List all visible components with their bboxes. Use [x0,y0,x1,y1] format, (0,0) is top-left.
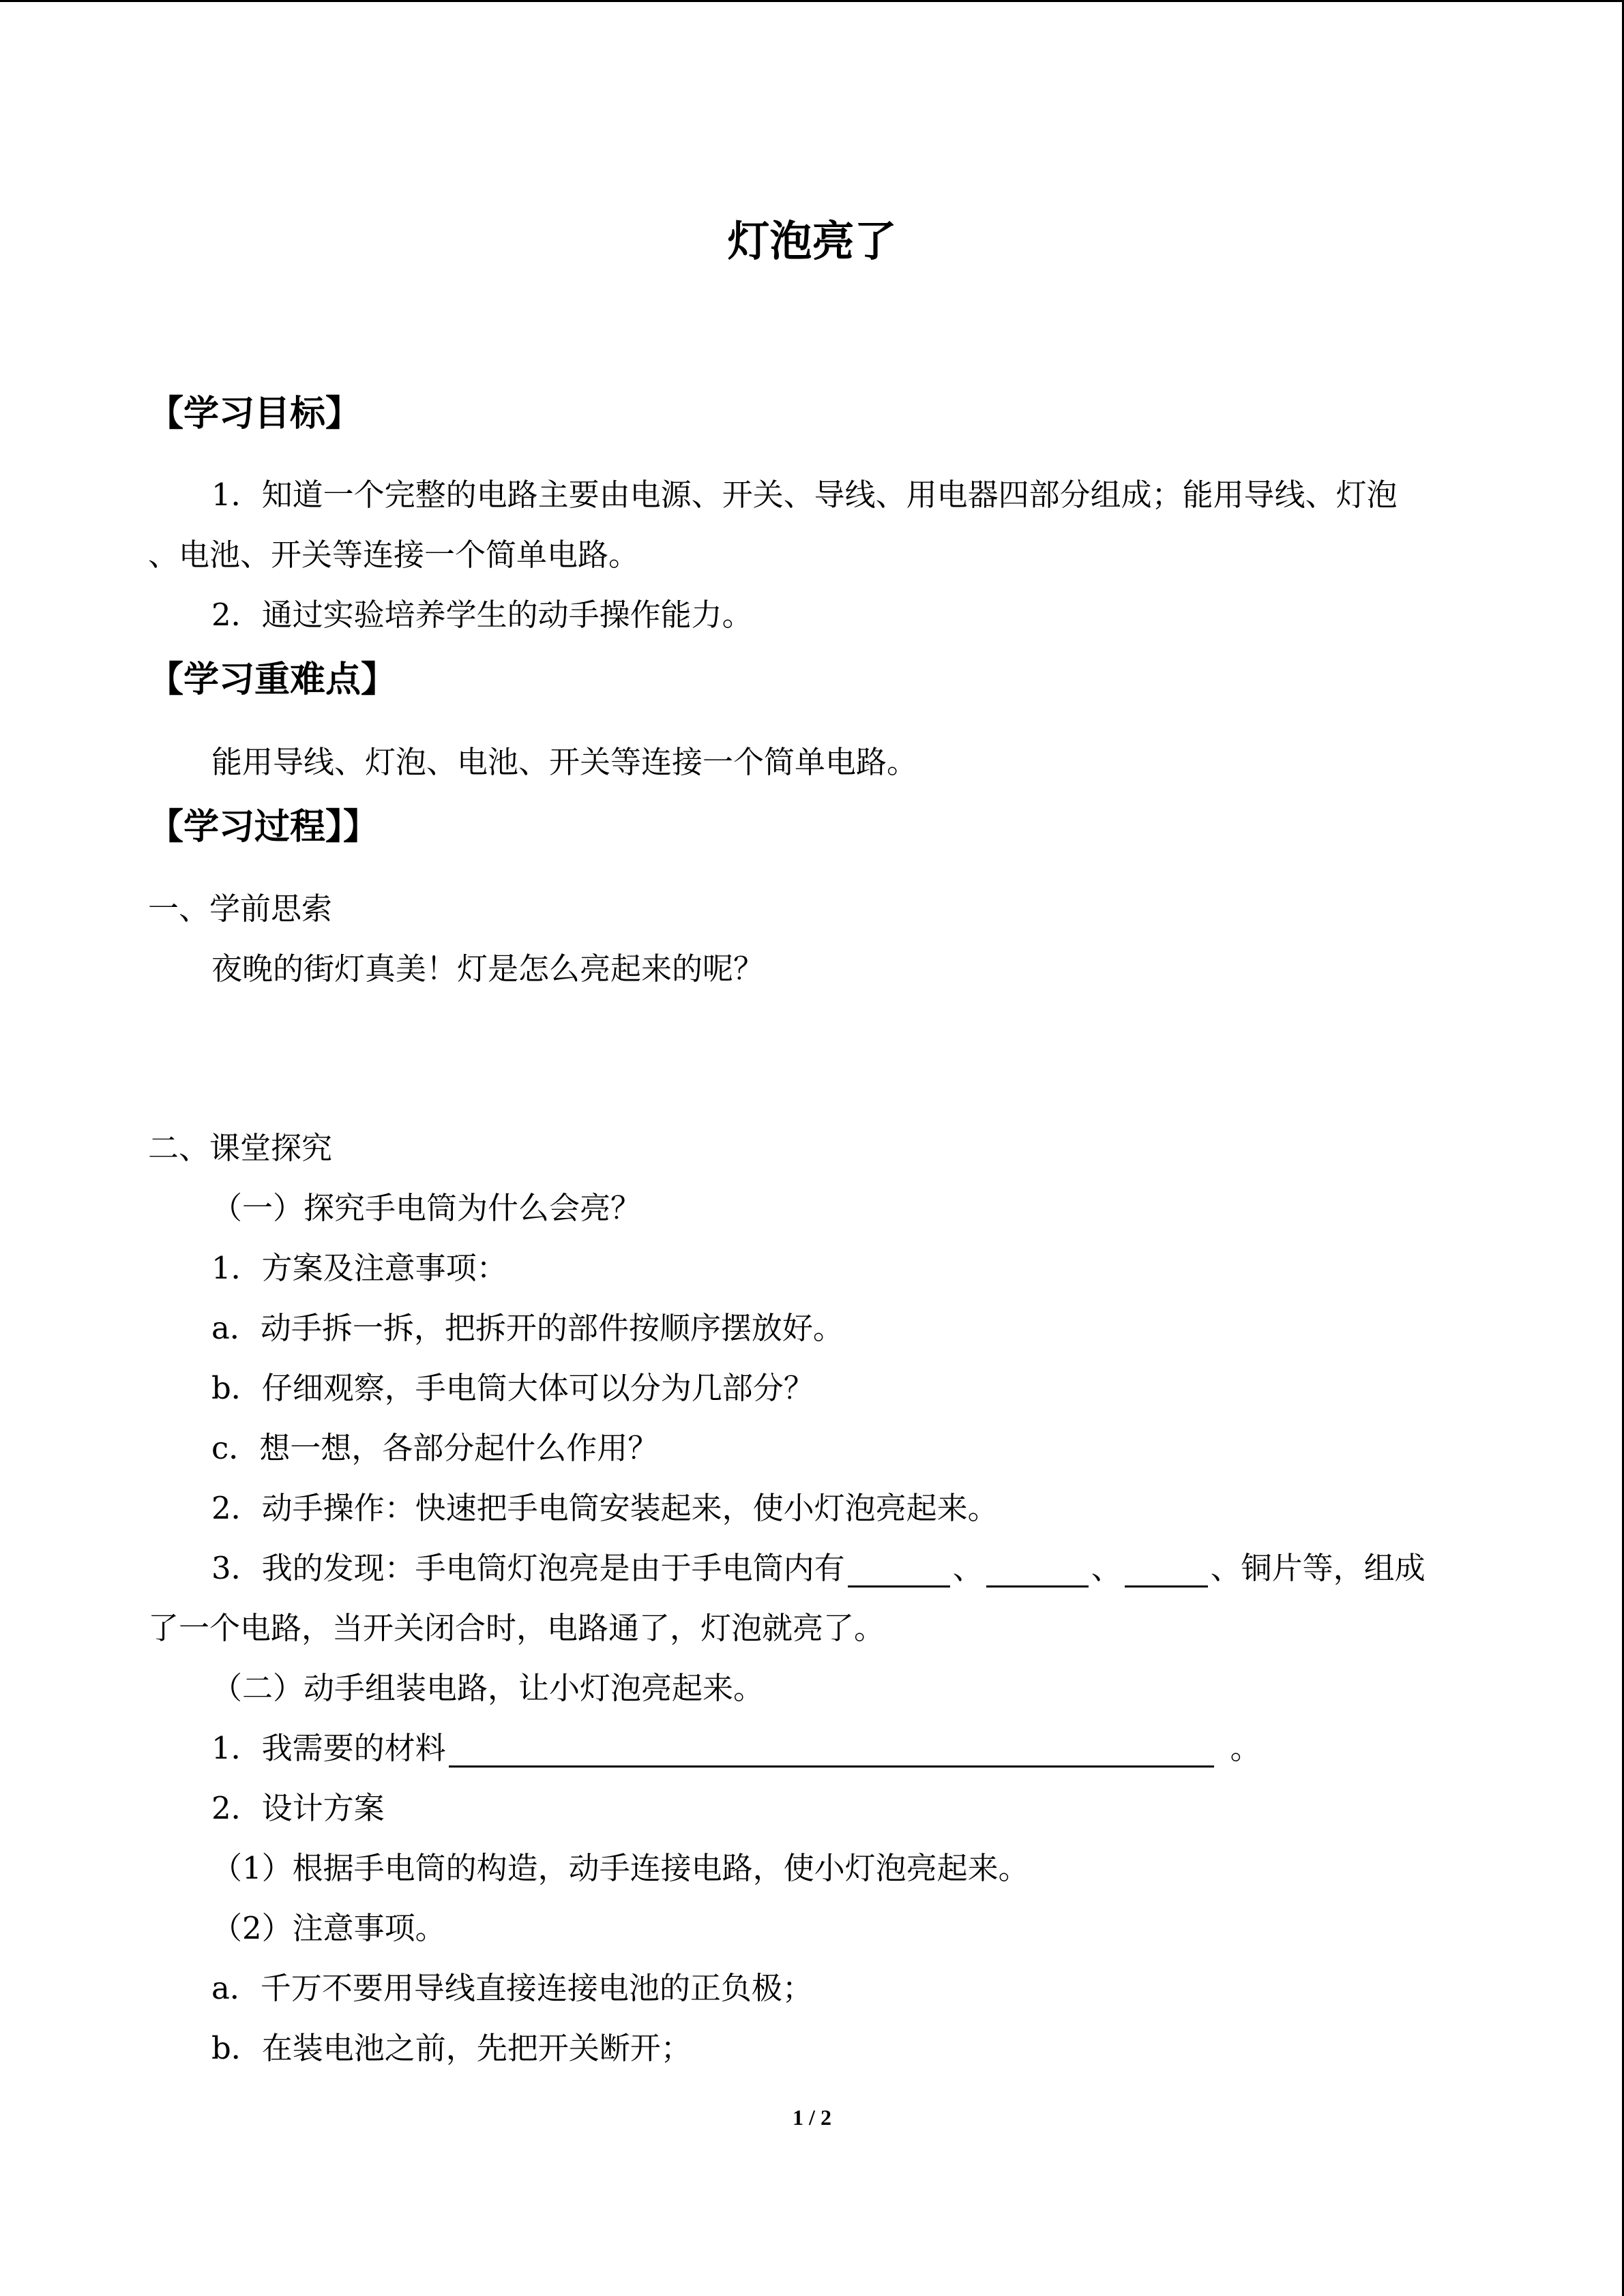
objective-2: 2．通过实验培养学生的动手操作能力。 [211,597,753,633]
finding-prefix: 3．我的发现：手电筒灯泡亮是由于手电筒内有 [211,1550,845,1586]
finding-line-2: 了一个电路，当开关闭合时，电路通了，灯泡就亮了。 [148,1610,885,1646]
materials-end: 。 [1230,1730,1261,1766]
section-2-title: 二、课堂探究 [148,1130,333,1166]
section-1-text: 夜晚的街灯真美！灯是怎么亮起来的呢？ [211,951,765,987]
heading-objectives: 【学习目标】 [148,393,361,434]
objective-1-line-2: 、电池、开关等连接一个简单电路。 [148,537,640,573]
design-item-1: （1）根据手电筒的构造，动手连接电路，使小灯泡亮起来。 [211,1850,1029,1886]
finding-line-1 [211,1549,1426,1587]
materials-label: 1．我需要的材料 [211,1730,446,1766]
blank-field-3[interactable] [1125,1555,1208,1587]
page-number: 1 / 2 [793,2105,831,2130]
finding-separator-1: 、 [952,1550,984,1586]
plan-item-a: a．动手拆一拆，把拆开的部件按顺序摆放好。 [211,1310,844,1346]
plan-item-b: b．仔细观察，手电筒大体可以分为几部分？ [211,1370,814,1406]
note-item-b: b．在装电池之前，先把开关断开； [211,2030,692,2066]
heading-process: 【学习过程】】 [148,807,379,848]
plan-item-c: c．想一想，各部分起什么作用？ [211,1430,659,1466]
page-border-top [0,0,1624,2]
blank-field-1[interactable] [848,1555,950,1587]
blank-field-2[interactable] [986,1555,1089,1587]
finding-separator-2: 、 [1091,1550,1122,1586]
materials-blank-field[interactable] [449,1735,1214,1768]
heading-key-points: 【学习重难点】 [148,659,397,700]
page-title: 灯泡亮了 [727,216,897,266]
objective-1-line-1: 1．知道一个完整的电路主要由电源、开关、导线、用电器四部分组成；能用导线、灯泡 [211,477,1398,513]
plan-title: 1．方案及注意事项： [211,1250,507,1286]
part-2-title: （二）动手组装电路，让小灯泡亮起来。 [211,1670,765,1706]
design-title: 2．设计方案 [211,1790,385,1826]
finding-suffix: 、铜片等，组成 [1210,1550,1426,1586]
key-points-text: 能用导线、灯泡、电池、开关等连接一个简单电路。 [211,744,918,780]
materials-line [211,1729,1261,1768]
design-item-2: （2）注意事项。 [211,1910,446,1946]
part-1-title: （一）探究手电筒为什么会亮？ [211,1190,642,1226]
operate-step: 2．动手操作：快速把手电筒安装起来，使小灯泡亮起来。 [211,1490,999,1526]
note-item-a: a．千万不要用导线直接连接电池的正负极； [211,1970,813,2006]
section-1-title: 一、学前思索 [148,891,333,927]
